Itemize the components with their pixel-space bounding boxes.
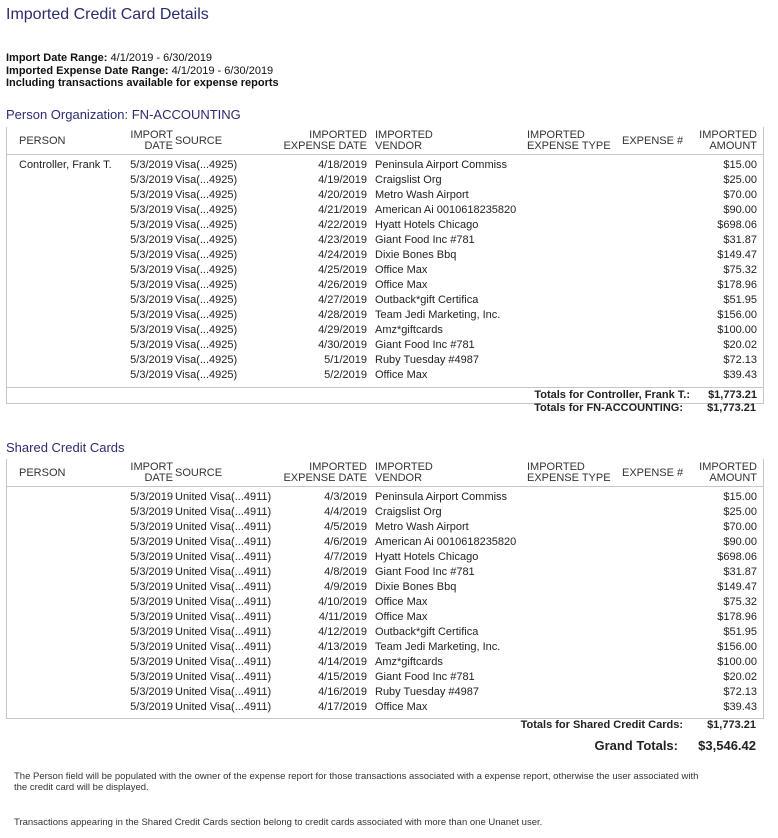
cell-amount: $20.02: [723, 671, 757, 683]
cell-import-date: 5/3/2019: [130, 249, 173, 261]
cell-amount: $25.00: [723, 506, 757, 518]
cell-import-date: 5/3/2019: [130, 234, 173, 246]
cell-amount: $149.47: [717, 249, 757, 261]
cell-vendor: Giant Food Inc #781: [375, 339, 475, 351]
table-row: [7, 580, 763, 595]
cell-expense-date: 5/2/2019: [324, 369, 367, 381]
cell-amount: $70.00: [723, 189, 757, 201]
table-person-org: [6, 127, 764, 404]
cell-import-date: 5/3/2019: [130, 671, 173, 683]
cell-expense-date: 4/21/2019: [318, 204, 367, 216]
cell-expense-date: 4/24/2019: [318, 249, 367, 261]
cell-amount: $72.13: [723, 354, 757, 366]
cell-import-date: 5/3/2019: [130, 701, 173, 713]
col-source: SOURCE: [175, 135, 223, 147]
cell-source: United Visa(...4911): [175, 536, 272, 548]
footnote-person-field: The Person field will be populated with the owner of the expense report for those transactions associated with a expense report, otherwise the user associated with the credit card will be displayed.: [14, 771, 699, 793]
cell-expense-date: 4/16/2019: [318, 686, 367, 698]
col-source: SOURCE: [175, 467, 223, 479]
col-import-date: IMPORT DATE: [130, 129, 173, 152]
cell-expense-date: 4/5/2019: [324, 521, 367, 533]
cell-vendor: Amz*giftcards: [375, 656, 443, 668]
grand-total-value: $3,546.42: [698, 738, 756, 753]
cell-source: United Visa(...4911): [175, 521, 272, 533]
cell-source: United Visa(...4911): [175, 551, 272, 563]
cell-amount: $698.06: [717, 551, 757, 563]
cell-import-date: 5/3/2019: [130, 611, 173, 623]
col-import-date: IMPORT DATE: [130, 461, 173, 484]
table-row: [7, 353, 763, 368]
section-title-shared: Shared Credit Cards: [6, 440, 125, 455]
table-row: [7, 188, 763, 203]
expense-date-range: Imported Expense Date Range: 4/1/2019 - 6/30/2019: [6, 64, 274, 77]
cell-source: United Visa(...4911): [175, 566, 272, 578]
cell-source: Visa(...4925): [175, 249, 238, 261]
cell-import-date: 5/3/2019: [130, 174, 173, 186]
org-total-label: Totals for FN-ACCOUNTING:: [534, 402, 683, 414]
cell-expense-date: 4/25/2019: [318, 264, 367, 276]
cell-source: Visa(...4925): [175, 279, 238, 291]
person-total-value: $1,773.21: [708, 389, 757, 401]
cell-vendor: Craigslist Org: [375, 506, 442, 518]
cell-expense-date: 4/22/2019: [318, 219, 367, 231]
cell-amount: $75.32: [723, 264, 757, 276]
cell-import-date: 5/3/2019: [130, 339, 173, 351]
table-row: [7, 218, 763, 233]
cell-import-date: 5/3/2019: [130, 596, 173, 608]
cell-import-date: 5/3/2019: [130, 551, 173, 563]
cell-import-date: 5/3/2019: [130, 369, 173, 381]
cell-amount: $75.32: [723, 596, 757, 608]
table-row: [7, 293, 763, 308]
cell-source: United Visa(...4911): [175, 506, 272, 518]
cell-amount: $15.00: [723, 491, 757, 503]
table-row: [7, 233, 763, 248]
cell-import-date: 5/3/2019: [130, 641, 173, 653]
table-header: [7, 459, 763, 487]
cell-expense-date: 4/26/2019: [318, 279, 367, 291]
cell-vendor: American Ai 0010618235820: [375, 536, 517, 548]
cell-expense-date: 4/29/2019: [318, 324, 367, 336]
cell-source: Visa(...4925): [175, 174, 238, 186]
cell-vendor: Outback*gift Certifica: [375, 626, 479, 638]
cell-vendor: Amz*giftcards: [375, 324, 443, 336]
cell-import-date: 5/3/2019: [130, 656, 173, 668]
cell-expense-date: 4/15/2019: [318, 671, 367, 683]
cell-vendor: Office Max: [375, 264, 428, 276]
table-body: [7, 487, 763, 718]
cell-expense-date: 4/6/2019: [324, 536, 367, 548]
cell-source: United Visa(...4911): [175, 491, 272, 503]
cell-amount: $31.87: [723, 566, 757, 578]
cell-expense-date: 4/28/2019: [318, 309, 367, 321]
table-row: [7, 158, 763, 173]
cell-source: United Visa(...4911): [175, 581, 272, 593]
cell-amount: $31.87: [723, 234, 757, 246]
cell-vendor: Hyatt Hotels Chicago: [375, 219, 479, 231]
table-row: [7, 505, 763, 520]
cell-vendor: Metro Wash Airport: [375, 521, 469, 533]
cell-amount: $90.00: [723, 204, 757, 216]
grand-total-row: [6, 736, 762, 756]
cell-vendor: Ruby Tuesday #4987: [375, 686, 479, 698]
col-vendor: IMPORTED VENDOR: [375, 129, 433, 152]
cell-source: Visa(...4925): [175, 189, 238, 201]
cell-import-date: 5/3/2019: [130, 309, 173, 321]
table-row: [7, 595, 763, 610]
col-expense-number: EXPENSE #: [622, 467, 684, 479]
cell-amount: $90.00: [723, 536, 757, 548]
cell-expense-date: 4/17/2019: [318, 701, 367, 713]
cell-vendor: Outback*gift Certifica: [375, 294, 479, 306]
table-row: [7, 338, 763, 353]
cell-vendor: Dixie Bones Bbq: [375, 249, 457, 261]
cell-import-date: 5/3/2019: [130, 686, 173, 698]
page-title: Imported Credit Card Details: [6, 6, 209, 23]
cell-vendor: American Ai 0010618235820: [375, 204, 517, 216]
table-row: [7, 308, 763, 323]
cell-expense-date: 5/1/2019: [324, 354, 367, 366]
cell-import-date: 5/3/2019: [130, 279, 173, 291]
cell-import-date: 5/3/2019: [130, 219, 173, 231]
cell-amount: $149.47: [717, 581, 757, 593]
cell-expense-date: 4/10/2019: [318, 596, 367, 608]
cell-vendor: Office Max: [375, 369, 428, 381]
cell-import-date: 5/3/2019: [130, 506, 173, 518]
cell-vendor: Peninsula Airport Commiss: [375, 159, 508, 171]
cell-import-date: 5/3/2019: [130, 294, 173, 306]
cell-source: United Visa(...4911): [175, 626, 272, 638]
table-row: [7, 610, 763, 625]
table-header: [7, 127, 763, 155]
table-row: [7, 535, 763, 550]
cell-vendor: Dixie Bones Bbq: [375, 581, 457, 593]
cell-amount: $25.00: [723, 174, 757, 186]
cell-expense-date: 4/19/2019: [318, 174, 367, 186]
import-date-range: Import Date Range: 4/1/2019 - 6/30/2019: [6, 52, 213, 64]
cell-amount: $178.96: [717, 279, 757, 291]
table-body: [7, 155, 763, 387]
col-person: PERSON: [19, 467, 66, 479]
cell-source: Visa(...4925): [175, 369, 238, 381]
col-expense-date: IMPORTED EXPENSE DATE: [283, 461, 367, 484]
col-expense-type: IMPORTED EXPENSE TYPE: [527, 461, 611, 484]
cell-amount: $698.06: [717, 219, 757, 231]
cell-source: United Visa(...4911): [175, 686, 272, 698]
cell-vendor: Giant Food Inc #781: [375, 671, 475, 683]
cell-source: United Visa(...4911): [175, 656, 272, 668]
cell-expense-date: 4/8/2019: [324, 566, 367, 578]
cell-amount: $39.43: [723, 701, 757, 713]
shared-total-value: $1,773.21: [707, 719, 756, 731]
cell-source: United Visa(...4911): [175, 596, 272, 608]
cell-source: Visa(...4925): [175, 294, 238, 306]
cell-import-date: 5/3/2019: [130, 566, 173, 578]
cell-vendor: Office Max: [375, 596, 428, 608]
table-row: [7, 278, 763, 293]
table-row: [7, 368, 763, 383]
table-shared: [6, 459, 764, 719]
cell-import-date: 5/3/2019: [130, 581, 173, 593]
cell-person: Controller, Frank T.: [19, 159, 112, 171]
cell-import-date: 5/3/2019: [130, 189, 173, 201]
cell-amount: $39.43: [723, 369, 757, 381]
cell-import-date: 5/3/2019: [130, 264, 173, 276]
cell-amount: $70.00: [723, 521, 757, 533]
cell-vendor: Peninsula Airport Commiss: [375, 491, 508, 503]
cell-import-date: 5/3/2019: [130, 626, 173, 638]
cell-import-date: 5/3/2019: [130, 536, 173, 548]
org-total-row: [6, 400, 762, 415]
col-amount: IMPORTED AMOUNT: [699, 129, 757, 152]
cell-expense-date: 4/20/2019: [318, 189, 367, 201]
table-row: [7, 685, 763, 700]
cell-source: United Visa(...4911): [175, 611, 272, 623]
table-row: [7, 700, 763, 715]
col-person: PERSON: [19, 135, 66, 147]
col-expense-number: EXPENSE #: [622, 135, 684, 147]
table-row: [7, 640, 763, 655]
inclusion-note: Including transactions available for expense reports: [6, 77, 279, 89]
cell-expense-date: 4/3/2019: [324, 491, 367, 503]
cell-import-date: 5/3/2019: [130, 521, 173, 533]
table-row: [7, 520, 763, 535]
table-row: [7, 323, 763, 338]
cell-amount: $100.00: [717, 656, 757, 668]
cell-source: United Visa(...4911): [175, 701, 272, 713]
cell-expense-date: 4/7/2019: [324, 551, 367, 563]
cell-import-date: 5/3/2019: [130, 354, 173, 366]
cell-expense-date: 4/23/2019: [318, 234, 367, 246]
col-amount: IMPORTED AMOUNT: [699, 461, 757, 484]
cell-amount: $156.00: [717, 641, 757, 653]
cell-vendor: Metro Wash Airport: [375, 189, 469, 201]
cell-source: Visa(...4925): [175, 159, 238, 171]
cell-vendor: Craigslist Org: [375, 174, 442, 186]
cell-vendor: Team Jedi Marketing, Inc.: [375, 641, 501, 653]
cell-source: Visa(...4925): [175, 354, 238, 366]
table-row: [7, 655, 763, 670]
cell-expense-date: 4/18/2019: [318, 159, 367, 171]
cell-vendor: Office Max: [375, 611, 428, 623]
grand-total-label: Grand Totals:: [594, 738, 678, 753]
shared-total-label: Totals for Shared Credit Cards:: [520, 719, 683, 731]
table-row: [7, 490, 763, 505]
cell-amount: $100.00: [717, 324, 757, 336]
cell-import-date: 5/3/2019: [130, 491, 173, 503]
cell-source: United Visa(...4911): [175, 671, 272, 683]
cell-import-date: 5/3/2019: [130, 159, 173, 171]
cell-source: United Visa(...4911): [175, 641, 272, 653]
cell-source: Visa(...4925): [175, 264, 238, 276]
table-row: [7, 263, 763, 278]
cell-amount: $51.95: [723, 294, 757, 306]
cell-amount: $156.00: [717, 309, 757, 321]
cell-expense-date: 4/12/2019: [318, 626, 367, 638]
cell-import-date: 5/3/2019: [130, 204, 173, 216]
section-title-person-org: Person Organization: FN-ACCOUNTING: [6, 107, 241, 122]
cell-import-date: 5/3/2019: [130, 324, 173, 336]
cell-vendor: Team Jedi Marketing, Inc.: [375, 309, 501, 321]
table-row: [7, 625, 763, 640]
table-row: [7, 565, 763, 580]
cell-source: Visa(...4925): [175, 219, 238, 231]
cell-amount: $20.02: [723, 339, 757, 351]
cell-source: Visa(...4925): [175, 204, 238, 216]
table-row: [7, 248, 763, 263]
cell-amount: $72.13: [723, 686, 757, 698]
cell-amount: $178.96: [717, 611, 757, 623]
cell-expense-date: 4/13/2019: [318, 641, 367, 653]
person-total-label: Totals for Controller, Frank T.:: [534, 389, 690, 401]
cell-vendor: Hyatt Hotels Chicago: [375, 551, 479, 563]
cell-expense-date: 4/9/2019: [324, 581, 367, 593]
table-row: [7, 670, 763, 685]
cell-source: Visa(...4925): [175, 339, 238, 351]
cell-expense-date: 4/14/2019: [318, 656, 367, 668]
cell-source: Visa(...4925): [175, 234, 238, 246]
cell-vendor: Office Max: [375, 279, 428, 291]
col-expense-date: IMPORTED EXPENSE DATE: [283, 129, 367, 152]
cell-expense-date: 4/27/2019: [318, 294, 367, 306]
cell-vendor: Giant Food Inc #781: [375, 234, 475, 246]
shared-total-row: [6, 717, 762, 733]
table-row: [7, 550, 763, 565]
cell-expense-date: 4/30/2019: [318, 339, 367, 351]
cell-source: Visa(...4925): [175, 309, 238, 321]
cell-expense-date: 4/4/2019: [324, 506, 367, 518]
footnote-shared-cards: Transactions appearing in the Shared Credit Cards section belong to credit cards associated with more than one Unanet user.: [14, 817, 543, 828]
org-total-value: $1,773.21: [707, 402, 756, 414]
cell-amount: $51.95: [723, 626, 757, 638]
col-expense-type: IMPORTED EXPENSE TYPE: [527, 129, 611, 152]
report-criteria: [6, 52, 279, 90]
cell-expense-date: 4/11/2019: [318, 611, 367, 623]
table-row: [7, 203, 763, 218]
cell-source: Visa(...4925): [175, 324, 238, 336]
cell-vendor: Office Max: [375, 701, 428, 713]
cell-amount: $15.00: [723, 159, 757, 171]
cell-vendor: Giant Food Inc #781: [375, 566, 475, 578]
col-vendor: IMPORTED VENDOR: [375, 461, 433, 484]
table-row: [7, 173, 763, 188]
cell-vendor: Ruby Tuesday #4987: [375, 354, 479, 366]
